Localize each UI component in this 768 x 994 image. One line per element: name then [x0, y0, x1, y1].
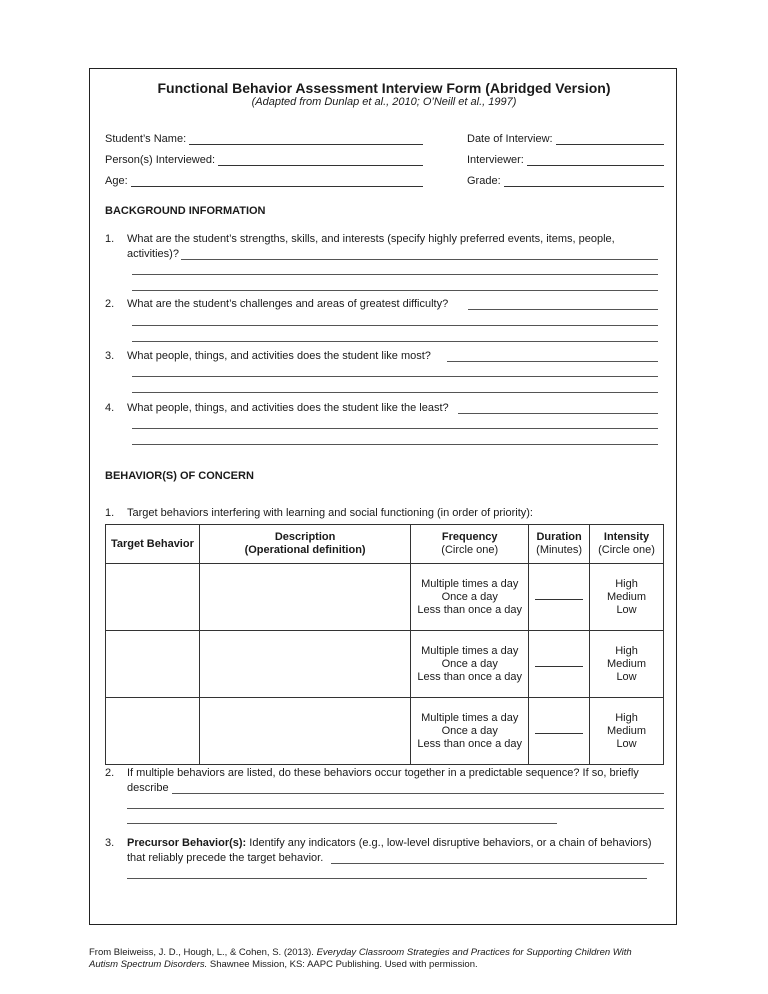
beh-q3-number: 3.: [105, 837, 115, 849]
bg-q1-answer-line[interactable]: [181, 259, 658, 260]
persons-interviewed-label: Person(s) Interviewed:: [105, 154, 216, 166]
grade-label: Grade:: [467, 175, 501, 187]
target-behavior-cell[interactable]: [106, 698, 200, 765]
date-of-interview-field[interactable]: [467, 131, 664, 145]
interviewer-label: Interviewer:: [467, 154, 524, 166]
beh-q2-text-2: describe: [127, 782, 169, 794]
grade-field[interactable]: [467, 173, 664, 187]
form-subtitle: (Adapted from Dunlap et al., 2010; O’Neill et al., 1997): [251, 96, 517, 108]
beh-q2-answer-line[interactable]: [127, 823, 557, 824]
bg-q1-answer-line[interactable]: [132, 290, 658, 291]
table-row: [106, 698, 664, 765]
header-target-behavior: Target Behavior: [106, 525, 200, 564]
persons-interviewed-field[interactable]: [105, 152, 423, 166]
description-cell[interactable]: [199, 564, 411, 631]
bg-q1-answer-line[interactable]: [132, 274, 658, 275]
beh-q1-number: 1.: [105, 507, 115, 519]
bg-q2-number: 2.: [105, 298, 115, 310]
bg-q3-text: What people, things, and activities does the student like most?: [127, 350, 431, 362]
date-of-interview-line[interactable]: [556, 134, 664, 145]
beh-q2-answer-line[interactable]: [127, 808, 664, 809]
student-name-field[interactable]: [105, 131, 423, 145]
precursor-label: Precursor Behavior(s):: [127, 837, 247, 849]
age-label: Age:: [105, 175, 128, 187]
target-behavior-table: [105, 524, 664, 765]
header-frequency: Frequency (Circle one): [411, 525, 529, 564]
frequency-cell[interactable]: Multiple times a day Once a day Less than once a day: [411, 564, 529, 631]
intensity-cell[interactable]: High Medium Low: [590, 564, 664, 631]
frequency-cell[interactable]: Multiple times a day Once a day Less than once a day: [411, 631, 529, 698]
interviewer-line[interactable]: [527, 155, 664, 166]
date-of-interview-label: Date of Interview:: [467, 133, 553, 145]
persons-interviewed-line[interactable]: [218, 155, 423, 166]
age-field[interactable]: [105, 173, 423, 187]
duration-cell[interactable]: [529, 564, 590, 631]
description-cell[interactable]: [199, 698, 411, 765]
precursor-text: Identify any indicators (e.g., low-level disruptive behaviors, or a chain of behaviors): [246, 837, 652, 849]
bg-q3-answer-line[interactable]: [132, 392, 658, 393]
beh-q3-answer-line[interactable]: [127, 878, 647, 879]
bg-q1-text: What are the student’s strengths, skills, and interests (specify highly preferred events, items, people,: [127, 233, 615, 245]
bg-q4-number: 4.: [105, 402, 115, 414]
bg-q2-answer-line[interactable]: [132, 325, 658, 326]
header-intensity: Intensity (Circle one): [590, 525, 664, 564]
table-row: [106, 564, 664, 631]
bg-q3-number: 3.: [105, 350, 115, 362]
description-cell[interactable]: [199, 631, 411, 698]
bg-q3-answer-line[interactable]: [447, 361, 658, 362]
table-row: [106, 631, 664, 698]
table-header-row: [106, 525, 664, 564]
citation-footer: From Bleiweiss, J. D., Hough, L., & Cohen, S. (2013). Everyday Classroom Strategies and Practices for Supporting Children With Autism Spectrum Disorders. Shawnee Mission, KS: AAPC Publishing. Used with permission.: [89, 947, 632, 970]
beh-q3-answer-line[interactable]: [331, 863, 664, 864]
target-behavior-cell[interactable]: [106, 564, 200, 631]
target-behavior-cell[interactable]: [106, 631, 200, 698]
duration-cell[interactable]: [529, 631, 590, 698]
bg-q4-answer-line[interactable]: [458, 413, 658, 414]
student-name-line[interactable]: [189, 134, 423, 145]
bg-q2-answer-line[interactable]: [132, 341, 658, 342]
bg-q2-text: What are the student’s challenges and areas of greatest difficulty?: [127, 298, 449, 310]
bg-q4-answer-line[interactable]: [132, 444, 658, 445]
beh-q3-text: [127, 837, 652, 849]
bg-q1-text-2: activities)?: [127, 248, 179, 260]
header-description: Description (Operational definition): [199, 525, 411, 564]
beh-q2-number: 2.: [105, 767, 115, 779]
header-duration: Duration (Minutes): [529, 525, 590, 564]
intensity-cell[interactable]: High Medium Low: [590, 631, 664, 698]
background-heading: BACKGROUND INFORMATION: [105, 205, 266, 217]
bg-q4-answer-line[interactable]: [132, 428, 658, 429]
beh-q3-text-2: that reliably precede the target behavior.: [127, 852, 324, 864]
bg-q1-number: 1.: [105, 233, 115, 245]
form-frame: [89, 68, 677, 925]
duration-blank[interactable]: [535, 666, 583, 667]
beh-q2-text: If multiple behaviors are listed, do these behaviors occur together in a predictable sequence? If so, briefly: [127, 767, 639, 779]
duration-blank[interactable]: [535, 599, 583, 600]
intensity-cell[interactable]: High Medium Low: [590, 698, 664, 765]
form-title: Functional Behavior Assessment Interview Form (Abridged Version): [157, 80, 611, 96]
beh-q2-answer-line[interactable]: [172, 793, 664, 794]
bg-q4-text: What people, things, and activities does the student like the least?: [127, 402, 449, 414]
behaviors-heading: BEHAVIOR(S) OF CONCERN: [105, 470, 254, 482]
student-name-label: Student’s Name:: [105, 133, 187, 145]
bg-q2-answer-line[interactable]: [468, 309, 658, 310]
beh-q1-text: Target behaviors interfering with learning and social functioning (in order of priority):: [127, 507, 533, 519]
duration-blank[interactable]: [535, 733, 583, 734]
frequency-cell[interactable]: Multiple times a day Once a day Less than once a day: [411, 698, 529, 765]
bg-q3-answer-line[interactable]: [132, 376, 658, 377]
interviewer-field[interactable]: [467, 152, 664, 166]
duration-cell[interactable]: [529, 698, 590, 765]
age-line[interactable]: [131, 176, 423, 187]
grade-line[interactable]: [504, 176, 664, 187]
